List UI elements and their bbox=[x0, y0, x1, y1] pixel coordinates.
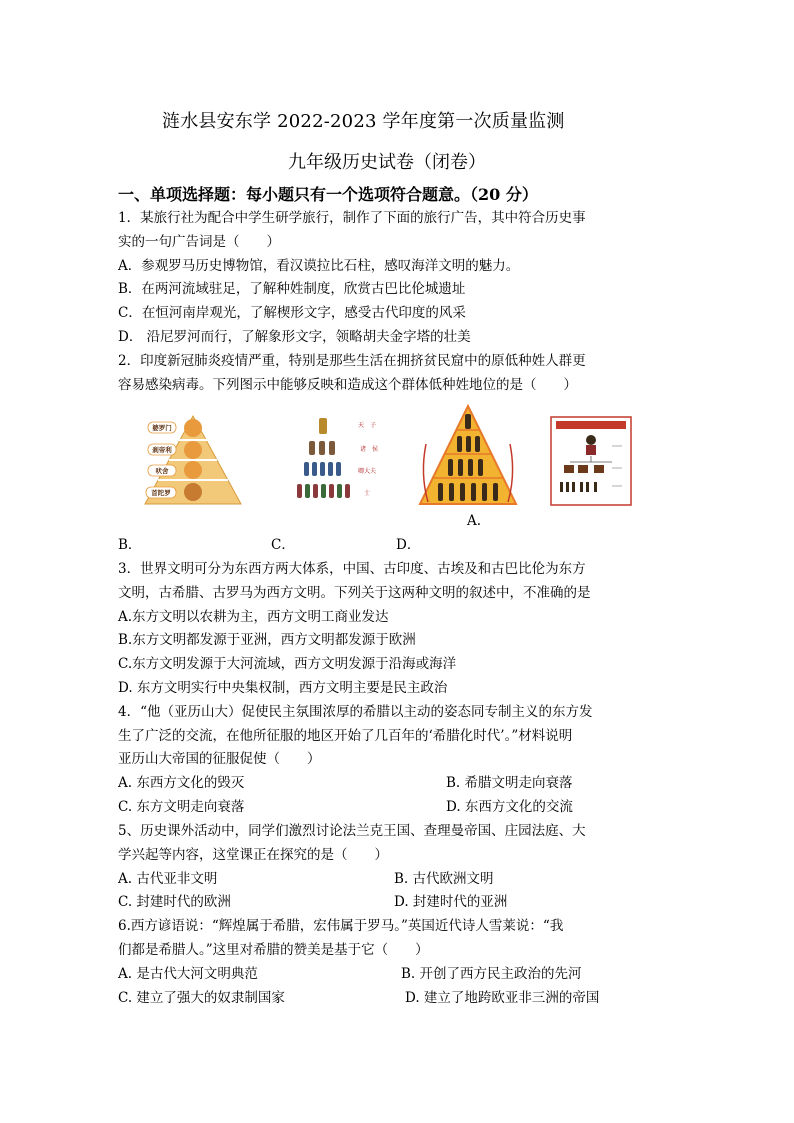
q2-label-a: A. bbox=[467, 513, 482, 529]
q5-option-a: A. 古代亚非文明 bbox=[118, 871, 218, 887]
q6-option-c: C. 建立了强大的奴隶制国家 bbox=[118, 990, 285, 1006]
caste-label-vaishya: 吠舍 bbox=[155, 467, 169, 475]
q5-stem-line1: 5、历史课外活动中，同学们激烈讨论法兰克王国、查理曼帝国、庄园法庭、大 bbox=[118, 823, 586, 839]
section-heading: 一、单项选择题：每小题只有一个选项符合题意。（20 分） bbox=[118, 185, 538, 204]
rank-label-tianzi: 天 子 bbox=[358, 422, 377, 429]
social-pyramid-image bbox=[418, 404, 518, 508]
rank-label-zhuhou: 诸 侯 bbox=[360, 446, 379, 453]
exam-subtitle: 九年级历史试卷（闭卷） bbox=[288, 152, 486, 173]
caste-label-kshatriya: 刹帝利 bbox=[152, 446, 172, 454]
q4-stem-line1: 4．“他（亚历山大）促使民主氛围浓厚的希腊以主动的姿态同专制主义的东方发 bbox=[118, 704, 593, 720]
enfeoffment-hierarchy-image bbox=[292, 415, 382, 507]
q3-option-c: C.东方文明发源于大河流域，西方文明发源于沿海或海洋 bbox=[118, 656, 457, 672]
q6-stem-line1: 6.西方谚语说：“辉煌属于希腊，宏伟属于罗马。”英国近代诗人雪莱说：“我 bbox=[118, 918, 564, 934]
q5-option-d: D. 封建时代的亚洲 bbox=[394, 894, 508, 910]
q4-option-d: D. 东西方文化的交流 bbox=[446, 799, 573, 815]
q1-option-c: C．在恒河南岸观光，了解楔形文字，感受古代印度的风采 bbox=[118, 305, 466, 321]
q6-stem-line2: 们都是希腊人。”这里对希腊的赞美是基于它（ ） bbox=[118, 942, 429, 958]
q6-option-d: D. 建立了地跨欧亚非三洲的帝国 bbox=[405, 990, 600, 1006]
q1-stem-line2: 实的一句广告词是（ ） bbox=[118, 234, 280, 250]
q2-stem-line2: 容易感染病毒。下列图示中能够反映和造成这个群体低种姓地位的是（ ） bbox=[118, 377, 577, 393]
caste-label-shudra: 首陀罗 bbox=[151, 489, 171, 497]
q2-stem-line1: 2．印度新冠肺炎疫情严重，特别是那些生活在拥挤贫民窟中的原低种姓人群更 bbox=[118, 353, 586, 369]
q1-option-d: D． 沿尼罗河而行，了解象形文字，领略胡夫金字塔的壮美 bbox=[118, 329, 471, 345]
q3-stem-line2: 文明，古希腊、古罗马为西方文明。下列关于这两种文明的叙述中，不准确的是 bbox=[118, 585, 591, 601]
q3-option-b: B.东方文明都发源于亚洲，西方文明都发源于欧洲 bbox=[118, 632, 416, 648]
q5-option-b: B. 古代欧洲文明 bbox=[394, 871, 494, 887]
q2-label-c: C． bbox=[271, 537, 295, 553]
caste-pyramid-image bbox=[143, 414, 243, 506]
q4-option-b: B. 希腊文明走向衰落 bbox=[446, 775, 573, 791]
q4-stem-line2: 生了广泛的交流，在他所征服的地区开始了几百年的‘希腊化时代’。”材料说明 bbox=[118, 728, 573, 744]
q1-stem-line1: 1．某旅行社为配合中学生研学旅行，制作了下面的旅行广告，其中符合历史事 bbox=[118, 210, 586, 226]
q4-option-c: C. 东方文明走向衰落 bbox=[118, 799, 245, 815]
rank-label-qingdafu: 卿大夫 bbox=[358, 468, 377, 475]
q1-option-a: A．参观罗马历史博物馆，看汉谟拉比石柱，感叹海洋文明的魅力。 bbox=[118, 258, 520, 274]
q5-option-c: C. 封建时代的欧洲 bbox=[118, 894, 231, 910]
caste-label-brahmin: 婆罗门 bbox=[152, 424, 172, 432]
framed-hierarchy-image bbox=[550, 416, 632, 506]
rank-label-shi: 士 bbox=[364, 490, 371, 497]
q3-option-d: D. 东方文明实行中央集权制，西方文明主要是民主政治 bbox=[118, 680, 448, 696]
q5-stem-line2: 学兴起等内容，这堂课正在探究的是（ ） bbox=[118, 847, 388, 863]
q6-option-a: A. 是古代大河文明典范 bbox=[118, 966, 258, 982]
q4-option-a: A. 东西方文化的毁灭 bbox=[118, 775, 245, 791]
q3-stem-line1: 3．世界文明可分为东西方两大体系，中国、古印度、古埃及和古巴比伦为东方 bbox=[118, 561, 586, 577]
q2-label-d: D． bbox=[396, 537, 421, 553]
q4-stem-line3: 亚历山大帝国的征服促使（ ） bbox=[118, 751, 321, 767]
q6-option-b: B. 开创了西方民主政治的先河 bbox=[401, 966, 582, 982]
q1-option-b: B．在两河流域驻足，了解种姓制度，欣赏古巴比伦城遗址 bbox=[118, 281, 466, 297]
q3-option-a: A.东方文明以农耕为主，西方文明工商业发达 bbox=[118, 609, 389, 625]
exam-title: 涟水县安东学 2022-2023 学年度第一次质量监测 bbox=[162, 111, 565, 132]
q2-label-b: B． bbox=[118, 537, 142, 553]
